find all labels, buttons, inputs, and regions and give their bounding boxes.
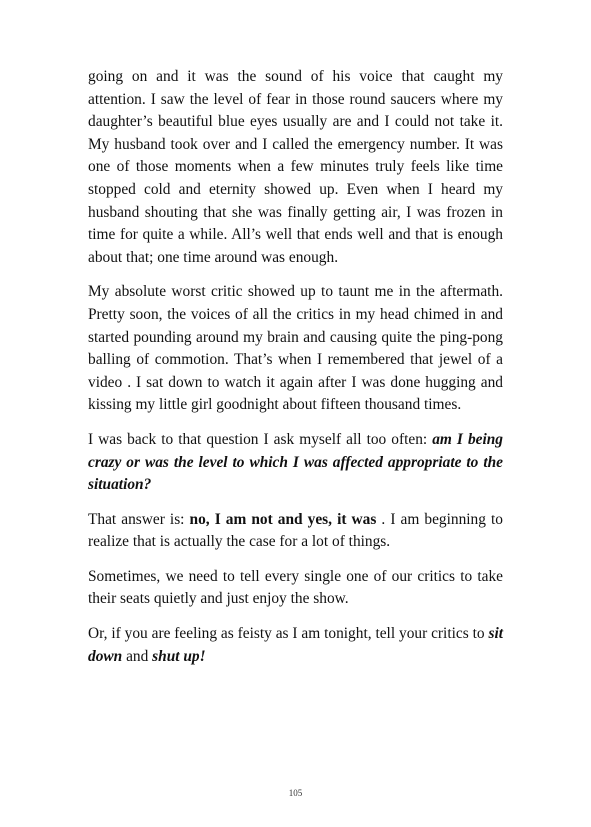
paragraph: Sometimes, we need to tell every single one of our critics to take their seats quietly and just enjoy the show. — [88, 567, 503, 608]
page-body — [88, 66, 503, 680]
emphasized-question: am I being crazy or was the level to which I was affected appropriate to the situation? — [88, 430, 504, 494]
emphasized-phrase: sit down — [88, 625, 503, 665]
paragraph — [88, 509, 503, 554]
paragraph — [88, 623, 503, 668]
paragraph-text: Or, if you are feeling as feisty as I am tonight, tell your critics to — [88, 625, 489, 643]
paragraph-text: and — [122, 647, 153, 665]
paragraph-text: That answer is: — [88, 510, 190, 528]
emphasized-phrase: shut up! — [152, 647, 206, 665]
paragraph: My absolute worst critic showed up to taunt me in the aftermath. Pretty soon, the voices of all the critics in my head chimed in and started pounding around my brain and causing quite the ping-pong balling of commotion. That’s when I remembered that jewel of a video . I sat down to watch it again after I was done hugging and kissing my little girl goodnight about fifteen thousand times. — [88, 283, 503, 414]
paragraph-text: I was back to that question I ask myself all too often: — [88, 430, 433, 448]
paragraph — [88, 429, 503, 497]
paragraph: going on and it was the sound of his voice that caught my attention. I saw the level of fear in those round saucers where my daughter’s beautiful blue eyes usually are and I could not take it. My husband took over and I called the emergency number. It was one of those moments when a few minutes truly feels like time stopped cold and eternity showed up. Even when I heard my husband shouting that she was finally getting air, I was frozen in time for quite a while. All’s well that ends well and that is enough about that; one time around was enough. — [88, 68, 503, 266]
paragraph-text: . I am beginning to realize that is actually the case for a lot of things. — [88, 510, 503, 551]
bold-answer: no, I am not and yes, it was — [189, 510, 377, 528]
page-number: 105 — [288, 788, 303, 798]
